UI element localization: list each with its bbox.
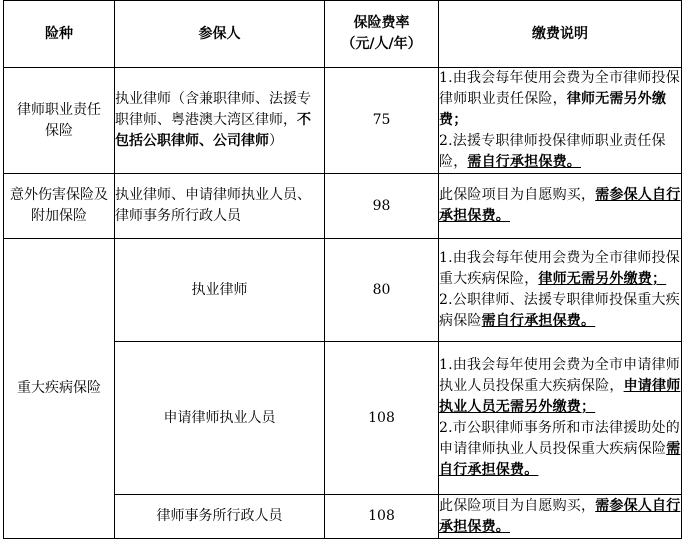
note-emphasis: 需自行承担保费。 [481,313,596,329]
premium-rate-cell: 108 [325,342,439,495]
note-item [439,418,681,481]
premium-rate-cell: 98 [325,174,439,239]
note-text: 2.法援专职律师投保律师职业责任保险， [439,133,666,170]
insurance-type-cell: 律师职业责任保险 [4,68,115,174]
payment-notes-cell [439,174,682,239]
note-emphasis: 需参保人自行承担保费。 [439,497,681,535]
header-premium-rate-line2: （元/人/年） [341,36,422,52]
note-text: 2.市公职律师事务所和市法律援助处的申请律师执业人员投保重大疾病保险 [439,420,680,457]
payment-notes-cell [439,342,682,495]
insured-person-cell: 律师事务所行政人员 [115,495,325,539]
header-premium-rate [325,1,439,68]
insured-exclusion: 不包括公职律师、公司律师 [115,112,311,149]
premium-rate-cell: 75 [325,68,439,174]
header-insurance-type: 险种 [4,1,115,68]
insurance-type-cell: 意外伤害保险及附加保险 [4,174,115,239]
note-emphasis: 申请律师执业人员无需另外缴费； [439,378,681,415]
premium-rate-cell: 108 [325,495,439,539]
insurance-table [3,0,682,539]
header-premium-rate-line1: 保险费率 [353,15,410,31]
insured-text-tail: ） [269,133,283,149]
note-emphasis: 律师无需另外缴费； [538,271,667,287]
table-row [4,239,682,342]
note-text: 此保险项目为自愿购买， [439,187,596,203]
insurance-type-cell: 重大疾病保险 [4,239,115,539]
note-item [439,68,681,131]
table-row [4,68,682,174]
payment-notes-cell [439,68,682,174]
note-item [439,131,681,173]
insured-person-cell: 执业律师、申请律师执业人员、律师事务所行政人员 [115,174,325,239]
note-text: 此保险项目为自愿购买， [439,497,596,514]
note-emphasis: 律师无需另外缴费； [439,91,667,128]
insured-person-cell: 执业律师 [115,239,325,342]
premium-rate-cell: 80 [325,239,439,342]
note-item [439,248,681,290]
note-text: 1.由我会每年使用会费为全市律师投保重大疾病保险， [439,250,680,287]
note-emphasis: 需自行承担保费。 [467,154,582,170]
insured-person-cell [115,68,325,174]
note-item [439,355,681,418]
header-insured-person: 参保人 [115,1,325,68]
note-item [439,290,681,332]
note-text: 1.由我会每年使用会费为全市申请律师执业人员投保重大疾病保险， [439,357,680,394]
note-text: 1.由我会每年使用会费为全市律师投保律师职业责任保险， [439,70,680,107]
insured-person-cell: 申请律师执业人员 [115,342,325,495]
note-emphasis: 需参保人自行承担保费。 [439,187,681,224]
payment-notes-cell [439,239,682,342]
header-payment-notes: 缴费说明 [439,1,682,68]
table-row [4,174,682,239]
note-text: 2.公职律师、法援专职律师投保重大疾病保险 [439,292,680,329]
payment-notes-cell [439,495,682,539]
header-row [4,1,682,68]
insured-text: 执业律师（含兼职律师、法援专职律师、粤港澳大湾区律师， [115,91,311,128]
note-emphasis: 需自行承担保费。 [439,441,681,478]
